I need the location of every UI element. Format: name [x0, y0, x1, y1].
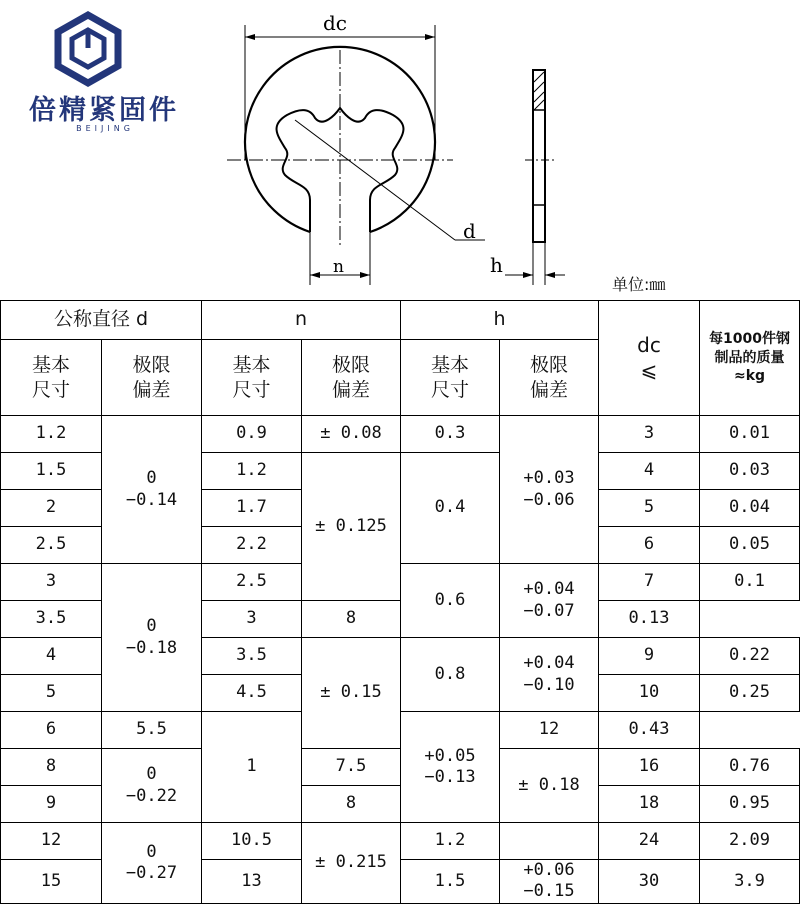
- header-dc: [599, 301, 700, 416]
- tol-lower: −0.13: [424, 767, 476, 787]
- hexagon-logo-icon: [0, 0, 215, 90]
- dc-value: 18: [599, 786, 700, 823]
- h-basic: 1.2: [401, 823, 500, 860]
- dc-value: 16: [599, 749, 700, 786]
- weight-value: 0.95: [700, 786, 800, 823]
- tol-upper: +0.05: [424, 745, 476, 766]
- dc-value: 30: [599, 860, 700, 904]
- n-basic: 13: [202, 860, 302, 904]
- n-basic: 3.5: [202, 638, 302, 675]
- dc-value: 3: [599, 416, 700, 453]
- n-tol: ± 0.18: [500, 749, 599, 823]
- dc-value: 10: [599, 675, 700, 712]
- weight-value: 2.09: [700, 823, 800, 860]
- tol-upper: +0.06: [523, 860, 575, 880]
- h-basic: 0.8: [401, 638, 500, 712]
- d-basic: 4: [1, 638, 102, 675]
- n-basic: 3: [202, 601, 302, 638]
- dc-label: dc: [323, 11, 348, 35]
- tol-lower: −0.07: [523, 600, 575, 621]
- header-n: n: [202, 301, 401, 340]
- basic-line-1: 基本: [31, 353, 70, 376]
- dc-value: 4: [599, 453, 700, 490]
- h-basic: 1.5: [401, 860, 500, 904]
- tol-upper: +0.03: [523, 468, 575, 489]
- header-h-tol: [500, 340, 599, 416]
- tol-upper: 0: [146, 764, 157, 785]
- dc-value: 6: [599, 527, 700, 564]
- n-tol: ± 0.125: [302, 453, 401, 601]
- d-basic: 2: [1, 490, 102, 527]
- header-weight: [700, 301, 800, 416]
- tol-lower: −0.22: [125, 785, 178, 806]
- weight-value: 0.76: [700, 749, 800, 786]
- basic-line-2: 尺寸: [232, 378, 271, 401]
- table-row: [1, 712, 800, 749]
- header-row-1: [1, 301, 800, 340]
- dc-value: 12: [500, 712, 599, 749]
- header-weight-line-2: 制品的质量: [714, 349, 785, 366]
- n-basic: 2.5: [202, 564, 302, 601]
- d-basic: 15: [1, 860, 102, 904]
- dc-value: 5: [599, 490, 700, 527]
- n-basic: 4.5: [202, 675, 302, 712]
- weight-value: 0.03: [700, 453, 800, 490]
- tol-lower: −0.14: [125, 489, 178, 510]
- brand-logo: [0, 0, 215, 150]
- n-basic: 2.2: [202, 527, 302, 564]
- header-n-tol: [302, 340, 401, 416]
- d-basic: 9: [1, 786, 102, 823]
- d-label: d: [463, 219, 476, 243]
- h-tol-empty: [500, 823, 599, 860]
- n-tol: ± 0.08: [302, 416, 401, 453]
- n-basic: 1.7: [202, 490, 302, 527]
- d-basic: 1.2: [1, 416, 102, 453]
- d-tol: [102, 823, 202, 904]
- header-d-tol: [102, 340, 202, 416]
- tol-lower: −0.18: [125, 637, 178, 658]
- e-ring-drawing: [215, 0, 595, 295]
- weight-value: 0.04: [700, 490, 800, 527]
- weight-value: 0.43: [599, 712, 700, 749]
- dc-value: 24: [599, 823, 700, 860]
- h-basic: 0.3: [401, 416, 500, 453]
- d-basic: 3.5: [1, 601, 102, 638]
- h-basic: 0.6: [401, 564, 500, 638]
- table-row: [1, 416, 800, 453]
- d-basic: 8: [1, 749, 102, 786]
- d-basic: 2.5: [1, 527, 102, 564]
- n-tol: ± 0.215: [302, 823, 401, 904]
- tol-upper: +0.04: [523, 579, 575, 600]
- n-label: n: [333, 257, 344, 277]
- d-basic: 6: [1, 712, 102, 749]
- h-label: h: [490, 253, 503, 277]
- tol-line-1: 极限: [331, 353, 370, 376]
- weight-value: 3.9: [700, 860, 800, 904]
- header-d-basic: [1, 340, 102, 416]
- basic-line-2: 尺寸: [31, 378, 70, 401]
- n-basic: 8: [302, 786, 401, 823]
- n-basic: 5.5: [102, 712, 202, 749]
- h-tol: [500, 416, 599, 564]
- d-basic: 12: [1, 823, 102, 860]
- weight-value: 0.01: [700, 416, 800, 453]
- tol-line-2: 偏差: [331, 378, 370, 401]
- unit-label: 单位:㎜: [612, 275, 666, 294]
- table-row: [1, 564, 800, 601]
- h-basic: 0.4: [401, 453, 500, 564]
- brand-name: 倍精紧固件: [29, 95, 179, 126]
- header-n-basic: [202, 340, 302, 416]
- basic-line-2: 尺寸: [430, 378, 469, 401]
- header-h: h: [401, 301, 599, 340]
- h-tol: [401, 712, 500, 823]
- n-basic: 1.2: [202, 453, 302, 490]
- d-tol: [102, 564, 202, 712]
- h-tol: [500, 860, 599, 904]
- header-dc-top: dc: [637, 333, 661, 357]
- weight-value: 0.22: [700, 638, 800, 675]
- tol-line-1: 极限: [529, 353, 568, 376]
- tol-upper: +0.04: [523, 653, 575, 674]
- d-tol: [102, 416, 202, 564]
- header-nominal-d: 公称直径 d: [1, 301, 202, 340]
- header-h-basic: [401, 340, 500, 416]
- tol-line-2: 偏差: [132, 378, 171, 401]
- tol-line-2: 偏差: [529, 378, 568, 401]
- h-tol: [500, 638, 599, 712]
- d-basic: 3: [1, 564, 102, 601]
- header-weight-line-3: ≈kg: [733, 368, 766, 385]
- header-weight-line-1: 每1000件钢: [709, 330, 790, 347]
- table-row: [1, 749, 800, 786]
- tol-lower: −0.06: [523, 489, 575, 510]
- dc-value: 8: [302, 601, 401, 638]
- n-basic: 0.9: [202, 416, 302, 453]
- tol-line-1: 极限: [132, 353, 171, 376]
- n-basic: 10.5: [202, 823, 302, 860]
- n-basic: 7.5: [302, 749, 401, 786]
- h-tol: [500, 564, 599, 638]
- d-basic: 1.5: [1, 453, 102, 490]
- tol-upper: 0: [146, 468, 157, 489]
- brand-subtitle: BEIJING: [76, 124, 134, 133]
- table-row: [1, 823, 800, 860]
- n-tol: ± 0.15: [302, 638, 401, 749]
- weight-value: 0.05: [700, 527, 800, 564]
- d-tol: [102, 749, 202, 823]
- dc-value: 9: [599, 638, 700, 675]
- tol-upper: 0: [146, 616, 157, 637]
- tol-upper: 0: [146, 841, 157, 862]
- spec-table: [0, 300, 800, 904]
- tol-lower: −0.15: [523, 881, 575, 902]
- basic-line-1: 基本: [430, 353, 469, 376]
- basic-line-1: 基本: [232, 353, 271, 376]
- d-basic: 5: [1, 675, 102, 712]
- tol-lower: −0.27: [125, 862, 178, 883]
- h-basic: 1: [202, 712, 302, 823]
- dc-value: 7: [599, 564, 700, 601]
- header-dc-bottom: ⩽: [640, 358, 658, 382]
- weight-value: 0.25: [700, 675, 800, 712]
- weight-value: 0.1: [700, 564, 800, 601]
- weight-value: 0.13: [599, 601, 700, 638]
- tol-lower: −0.10: [523, 674, 575, 695]
